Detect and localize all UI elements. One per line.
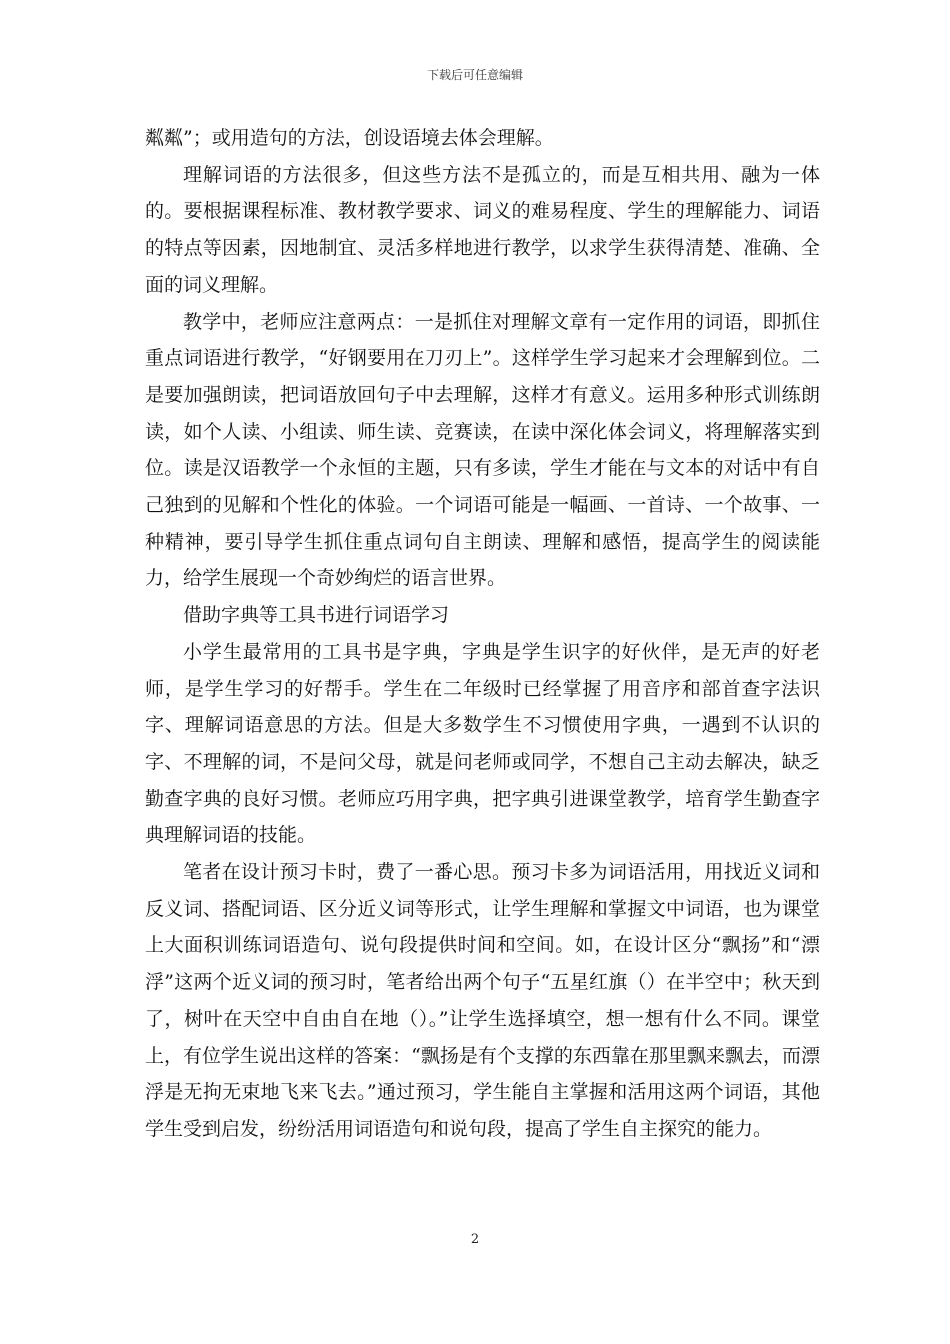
page-header-note: 下载后可任意编辑 <box>426 68 523 82</box>
paragraph-5: 笔者在设计预习卡时，费了一番心思。预习卡多为词语活用，用找近义词和反义词、搭配词语、区分近义词等形式，让学生理解和掌握文中词语，也为课堂上大面积训练词语造句、说句段提供时间和空间。如，在设计区分“飘扬”和“漂浮”这两个近义词的预习时，笔者给出两个句子“五星红旗（）在半空中；秋天到了，树叶在天空中自由自在地（）。”让学生选择填空，想一想有什么不同。课堂上，有位学生说出这样的答案：“飘扬是有个支撑的东西靠在那里飘来飘去，而漂浮是无拘无束地飞来飞去。”通过预习，学生能自主掌握和活用这两个词语，其他学生受到启发，纷纷活用词语造句和说句段，提高了学生自主探究的能力。 <box>145 861 820 1140</box>
section-heading: 借助字典等工具书进行词语学习 <box>183 604 450 627</box>
paragraph-4: 小学生最常用的工具书是字典，字典是学生识字的好伙伴，是无声的好老师，是学生学习的好帮手。学生在二年级时已经掌握了用音序和部首查字法识字、理解词语意思的方法。但是大多数学生不习惯使用字典，一遇到不认识的字、不理解的词，不是问父母，就是问老师或同学，不想自己主动去解决，缺乏勤查字典的良好习惯。老师应巧用字典，把字典引进课堂教学，培育学生勤查字典理解词语的技能。 <box>145 640 820 847</box>
page-number: 2 <box>470 1232 480 1247</box>
document-body <box>145 120 820 1148</box>
paragraph-1: 粼粼”；或用造句的方法，创设语境去体会理解。 <box>145 127 554 149</box>
paragraph-2: 理解词语的方法很多，但这些方法不是孤立的，而是互相共用、融为一体的。要根据课程标准、教材教学要求、词义的难易程度、学生的理解能力、词语的特点等因素，因地制宜、灵活多样地进行教学，以求学生获得清楚、准确、全面的词义理解。 <box>145 163 820 296</box>
paragraph-3: 教学中，老师应注意两点：一是抓住对理解文章有一定作用的词语，即抓住重点词语进行教学，“好钢要用在刀刃上”。这样学生学习起来才会理解到位。二是要加强朗读，把词语放回句子中去理解，这样才有意义。运用多种形式训练朗读，如个人读、小组读、师生读、竞赛读，在读中深化体会词义，将理解落实到位。读是汉语教学一个永恒的主题，只有多读，学生才能在与文本的对话中有自己独到的见解和个性化的体验。一个词语可能是一幅画、一首诗、一个故事、一种精神，要引导学生抓住重点词句自主朗读、理解和感悟，提高学生的阅读能力，给学生展现一个奇妙绚烂的语言世界。 <box>145 310 820 590</box>
